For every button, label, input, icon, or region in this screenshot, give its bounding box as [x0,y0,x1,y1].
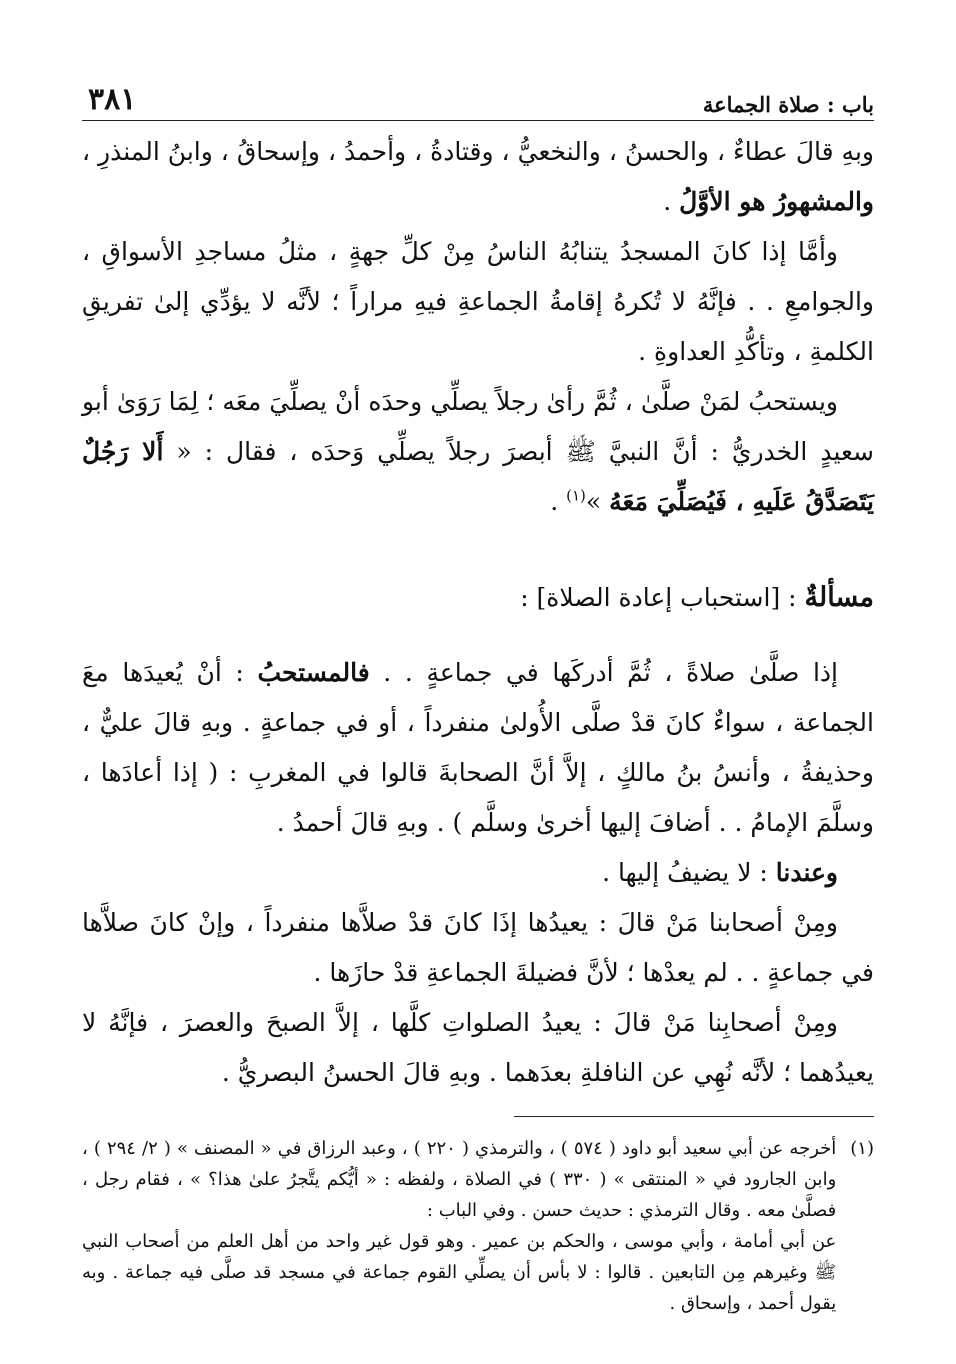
paragraph-4-bold: فالمستحبُ [257,658,370,687]
footnote-1-text-b: عن أبي أمامة ، وأبي موسى ، والحكم بن عمير . وهو قول غير واحد من أهل العلم من أصحاب النبي ﷺ وغيرهم مِن التابعين . قالوا : لا بأس أن يصلِّي القوم جماعة في مسجد قد صلَّى فيه جماعة . وبه يقول أحمد ، وإسحاق . [82,1231,837,1314]
hadith-quote: أَلا رَجُلٌ يَتَصَدَّقُ عَلَيهِ ، فَيُصَلِّيَ مَعَهُ [82,437,874,516]
paragraph-2-text-a: وأمَّا إذا كانَ المسجدُ يتنابُهُ الناسُ مِنْ كلِّ جهةٍ ، مثلُ مساجدِ الأسواقِ ، والجوامعِ . . [82,237,874,316]
paragraph-1-text: وبهِ قالَ عطاءٌ ، والحسنُ ، والنخعيُّ ، وقتادةُ ، وأحمدُ ، وإسحاقُ ، وابنُ المنذرِ ، [82,137,874,166]
paragraph-3-text: ويستحبُ لمَنْ صلَّىٰ ، ثُمَّ رأىٰ رجلاً يصلِّي وحدَه أنْ يصلِّيَ معَه ؛ لِمَا رَوَىٰ أبو سعيدٍ الخدريُّ : أنَّ النبيَّ ﷺ أبصرَ رجلاً يصلِّي وَحدَه ، فقال : « [82,387,874,466]
running-title: باب : صلاة الجماعة [702,92,874,117]
page-number: ٣٨١ [88,82,137,117]
paragraph-5-text: : لا يضيفُ إليها . [602,858,776,887]
footnote-1-number: (١) [850,1138,874,1159]
paragraph-6: ومِنْ أصحابنا مَنْ قالَ : يعيدُها إذَا كانَ قدْ صلاَّها منفرداً ، وإنْ كانَ صلاَّها في جماعةٍ . . لم يعدْها ؛ لأنَّ فضيلةَ الجماعةِ قدْ حازَها . [82,908,874,987]
footnote-1-text [82,1133,836,1319]
paragraph-5 [82,848,874,898]
issue-heading [82,573,874,623]
footnotes [82,1133,874,1319]
issue-title: : [استحباب إعادة الصلاة] : [520,583,805,612]
paragraph-7: ومِنْ أصحابِنا مَنْ قالَ : يعيدُ الصلواتِ كلَّها ، إلاَّ الصبحَ والعصرَ ، فإنَّهُ لا يعيدُهما ؛ لأنَّه نُهِي عن النافلةِ بعدَهما . وبهِ قالَ الحسنُ البصريُّ . [82,1008,874,1087]
footnote-divider [514,1116,874,1117]
paragraph-2-text-b: فإنَّهُ لا تُكرهُ إقامةُ الجماعةِ فيهِ مراراً ؛ لأنَّه لا يؤدِّي إلىٰ تفريقِ الكلمةِ ، وتأكُّدِ العداوةِ . [82,287,874,366]
paragraph-4-text-b: : أنْ يُعيدَها معَ الجماعة ، سواءٌ كانَ قدْ صلَّى الأُولىٰ منفرداً ، أو في جماعةٍ . وبهِ قالَ عليٌّ ، وحذيفةُ ، وأنسُ بنُ مالكٍ ، إلاَّ أنَّ الصحابةَ قالوا في المغربِ : ( إذا أعادَها ، وسلَّمَ الإمامُ . . أضافَ إليها أخرىٰ وسلَّم ) . وبهِ قالَ أحمدُ . [82,658,874,837]
paragraph-4-text-a: إذا صلَّىٰ صلاةً ، ثُمَّ أدركَها في جماعةٍ . . [369,658,839,687]
footnote-1 [82,1133,874,1319]
paragraph-5-bold: وعندنا [775,858,838,887]
paragraph-1-bold: والمشهورُ هو الأوَّلُ [679,187,874,216]
issue-label: مسألةٌ [804,582,874,613]
paragraph-1-end: . [663,187,680,216]
footnote-marker[interactable]: (١) [566,486,586,505]
paragraph-3-end: . [550,487,567,516]
main-text [82,127,874,1098]
paragraph-3-close: » [585,487,610,516]
page-header [82,78,874,121]
paragraph-4 [82,648,874,848]
paragraph-1 [82,127,874,227]
footnote-1-text-a: أخرجه عن أبي سعيد أبو داود ( ٥٧٤ ) ، والترمذي ( ٢٢٠ ) ، وعبد الرزاق في « المصنف » ( ٢/ ٢٩٤ ) ، وابن الجارود في « المنتقى » ( ٣٣٠ ) في الصلاة ، ولفظه : « أيُّكم يتَّجرُ علىٰ هذا؟ » ، فقام رجل ، فصلَّىٰ معه . وقال الترمذي : حديث حسن . وفي الباب : [82,1138,837,1221]
paragraph-2 [82,227,874,377]
paragraph-3 [82,377,874,527]
